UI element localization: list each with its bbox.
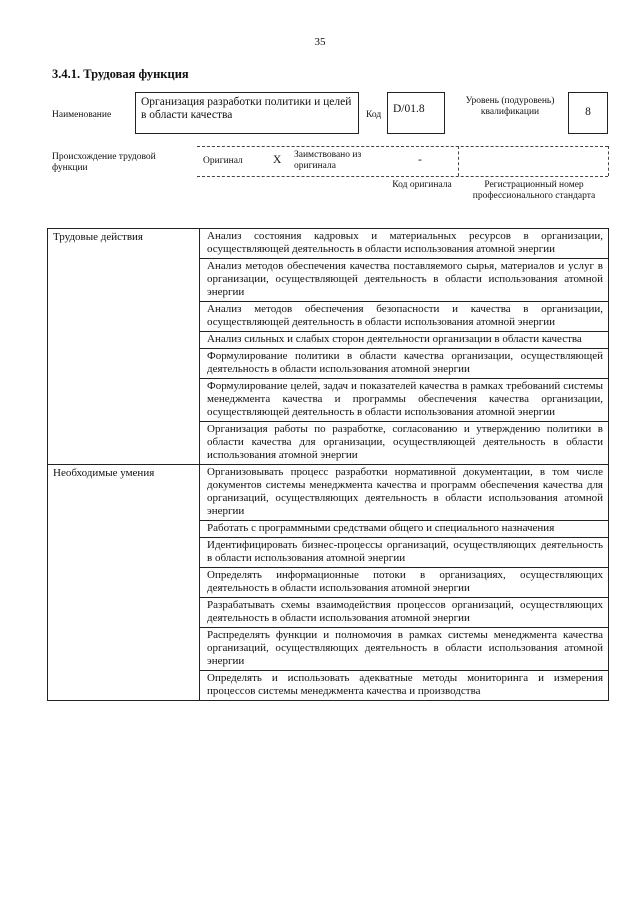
section-item: Формулирование целей, задач и показателей качества в рамках требований системы менеджмента качества и программы обеспечения качества организации, осуществляющей деятельность в области использования атомной энергии: [200, 379, 609, 422]
code-box: [387, 92, 445, 134]
table-row: [48, 229, 609, 259]
section-item: Распределять функции и полномочия в рамках системы менеджмента качества организаций, осуществляющих деятельность в области использования атомной энергии: [200, 628, 609, 671]
name-label: Наименование: [52, 110, 112, 120]
section-item: Определять информационные потоки в организациях, осуществляющих деятельность в области использования атомной энергии: [200, 568, 609, 598]
code-value: D/01.8: [393, 103, 425, 115]
origin-label: Происхождение трудовой функции: [52, 152, 156, 173]
section-item: Анализ методов обеспечения качества поставляемого сырья, материалов и услуг в организации, осуществляющей деятельность в области использования атомной энергии: [200, 259, 609, 302]
level-label: Уровень (подуровень) квалификации: [465, 96, 555, 117]
original-label: Оригинал: [203, 156, 243, 166]
section-item: Разрабатывать схемы взаимодействия процессов организаций, осуществляющих деятельность в области использования атомной энергии: [200, 598, 609, 628]
name-box: [135, 92, 359, 134]
origin-right-edge: [608, 146, 609, 176]
level-box: [568, 92, 608, 134]
name-value: Организация разработки политики и целей в области качества: [141, 96, 352, 121]
section-label: Необходимые умения: [48, 465, 200, 701]
section-item: Анализ методов обеспечения безопасности и качества в организации, осуществляющей деятельность в области использования атомной энергии: [200, 302, 609, 332]
section-label: Трудовые действия: [48, 229, 200, 465]
section-item: Идентифицировать бизнес-процессы организаций, осуществляющих деятельность в области использования атомной энергии: [200, 538, 609, 568]
section-item: Определять и использовать адекватные методы мониторинга и измерения процессов системы менеджмента качества и производства: [200, 671, 609, 701]
reg-number-label: Регистрационный номер профессионального стандарта: [472, 180, 596, 201]
origin-divider: [458, 146, 459, 176]
section-item: Формулирование политики в области качества организации, осуществляющей деятельность в области использования атомной энергии: [200, 349, 609, 379]
level-value: 8: [585, 106, 591, 118]
page-number: 35: [314, 36, 326, 48]
section-title: 3.4.1. Трудовая функция: [52, 67, 189, 81]
section-item: Организовывать процесс разработки нормативной документации, в том числе документов системы менеджмента качества и программ обеспечения качества для организаций, осуществляющих деятельность в области использования атомной энергии: [200, 465, 609, 521]
section-item: Анализ сильных и слабых сторон деятельности организации в области качества: [200, 332, 609, 349]
section-item: Организация работы по разработке, согласованию и утверждению политики в области качества для организации, осуществляющей деятельность в области использования атомной энергии: [200, 422, 609, 465]
labor-function-table: [47, 228, 609, 701]
section-item: Анализ состояния кадровых и материальных ресурсов в организации, осуществляющей деятельность в области использования атомной энергии: [200, 229, 609, 259]
code-label: Код: [366, 110, 382, 120]
borrowed-value: -: [418, 154, 422, 166]
original-mark: X: [273, 154, 282, 166]
table-row: [48, 465, 609, 521]
code-original-label: Код оригинала: [392, 180, 452, 190]
borrowed-label: Заимствовано из оригинала: [294, 150, 362, 171]
origin-bottom-line: [197, 176, 608, 177]
origin-top-line: [197, 146, 608, 147]
section-item: Работать с программными средствами общего и специального назначения: [200, 521, 609, 538]
